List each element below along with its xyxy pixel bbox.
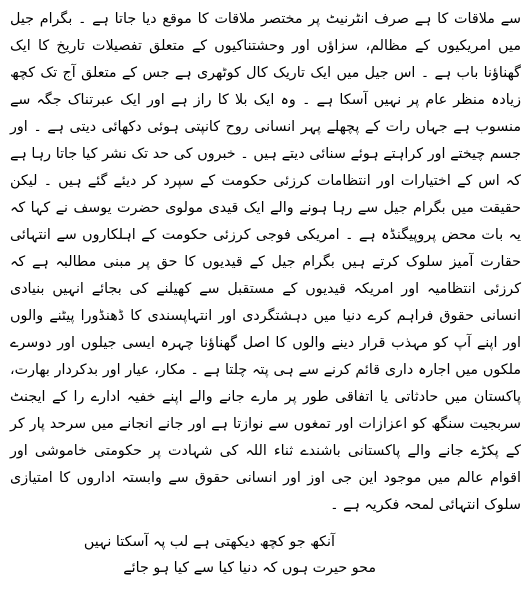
article-body bbox=[10, 6, 521, 519]
article-paragraph: سے ملاقات کا ہے صرف انٹرنیٹ پر مختصر ملاقات کا موقع دیا جاتا ہے ۔ بگرام جیل میں امریکیوں کے مظالم، سزاؤں اور وحشتناکیوں کے متعلق تفصیلات تاریخ کا ایک گھناؤنا باب ہے ۔ اس جیل میں ایک تاریک کال کوٹھری ہے جس کے متعلق آج تک کچھ زیادہ منظر عام پر نہیں آسکا ہے ۔ وہ ایک بلا کا راز ہے اور ایک عبرتناک جگہ سے منسوب ہے جہاں رات کے پچھلے پہر انسانی روح کانپتی ہوئی دکھائی دیتی ہے ۔ اور جسم چیختے اور کراہتے ہوئے سنائی دیتے ہیں ۔ خبروں کی حد تک نشر کیا جاتا رہا ہے کہ اس کے اختیارات اور انتظامات کرزئی حکومت کے سپرد کر دیئے گئے ہیں ۔ لیکن حقیقت میں بگرام جیل سے رہا ہونے والے ایک قیدی مولوی حضرت یوسف نے کہا کہ یہ بات محض پروپیگنڈہ ہے ۔ امریکی فوجی کرزئی حکومت کے اہلکاروں سے انتہائی حقارت آمیز سلوک کرتے ہیں بگرام جیل کے قیدیوں کا حق پر مبنی مطالبہ ہے کہ کرزئی انتظامیہ اور امریکہ قیدیوں کے مستقبل سے کھیلنے کی بجائے انہیں بنیادی انسانی حقوق فراہم کرے دنیا میں دہشتگردی اور انتہاپسندی کا ڈھنڈورا پیٹنے والوں اور اپنے آپ کو مہذب قرار دینے والوں کا اصل گھناؤنا چہرہ ایسی جیلوں اور دوسرے ملکوں میں اجارہ داری قائم کرنے سے ہی پتہ چلتا ہے ۔ مکار، عیار اور بدکردار بھارت، پاکستان میں حادثاتی یا اتفاقی طور پر مارے جانے والے اپنے خفیہ ادارے را کے ایجنٹ سربجیت سنگھ کو اعزازات اور تمغوں سے نوازتا ہے اور جانے انجانے میں سرحد پار کر کے پکڑے جانے والے پاکستانی باشندے ثناء اللہ کی شہادت پر حکومتی خاموشی اور اقوام عالم میں موجود این جی اوز اور انسانی حقوق سے وابستہ اداروں کا امتیازی سلوک انتہائی لمحہ فکریہ ہے ۔ bbox=[10, 11, 521, 513]
verse-line-1: آنکھ جو کچھ دیکھتی ہے لب پہ آسکتا نہیں bbox=[83, 534, 335, 550]
verse-line-2: محو حیرت ہوں کہ دنیا کیا سے کیا ہو جائے bbox=[123, 560, 376, 576]
closing-verse bbox=[10, 529, 521, 581]
